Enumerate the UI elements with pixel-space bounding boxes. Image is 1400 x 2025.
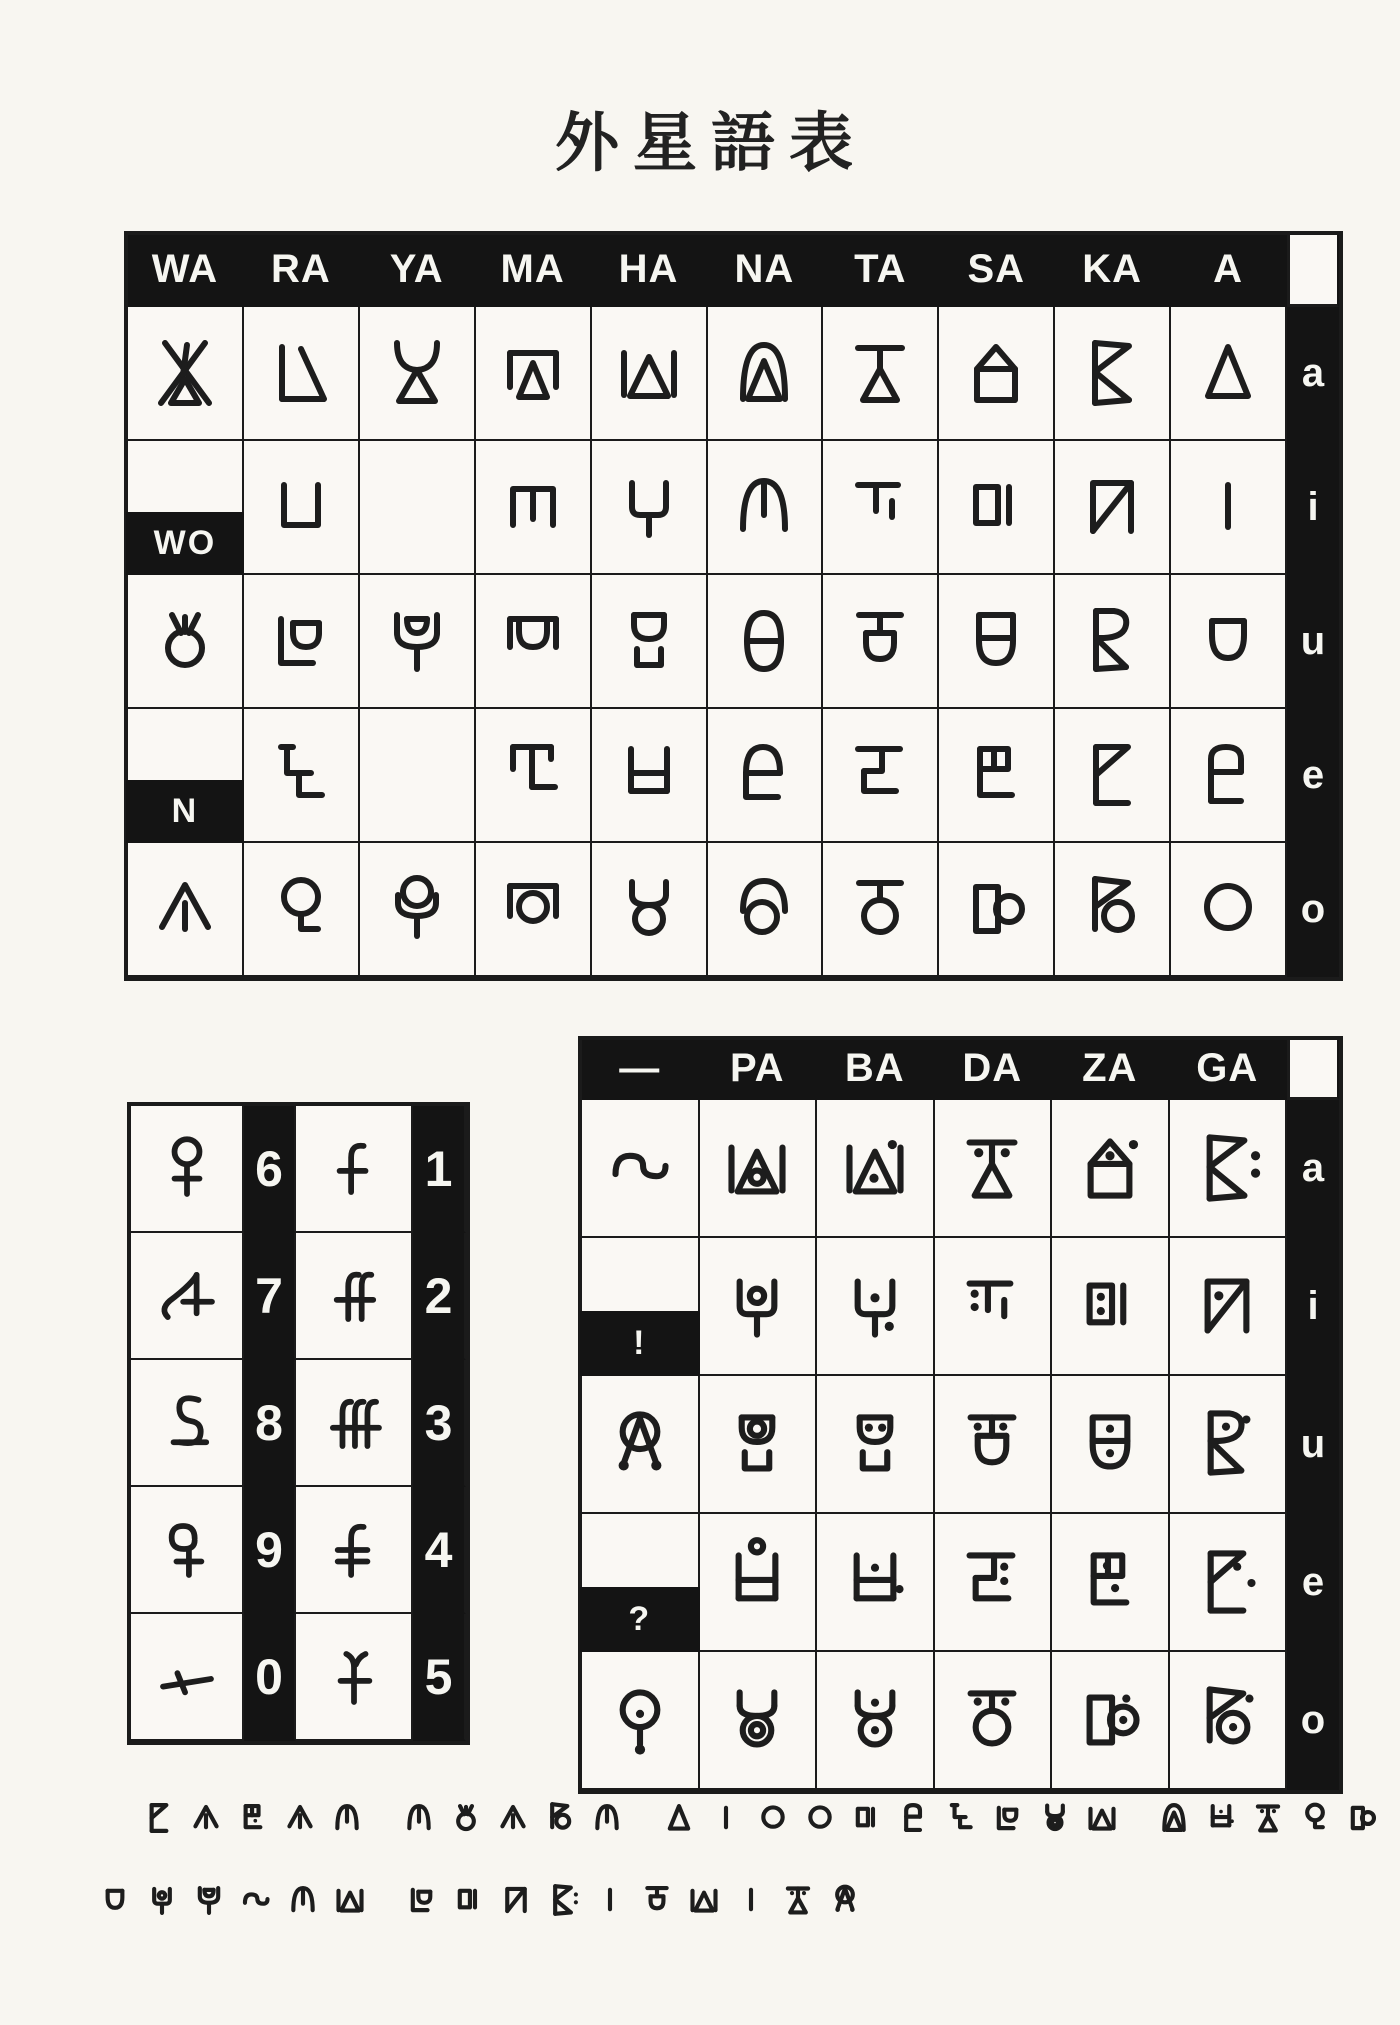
glyph-n6	[139, 1115, 235, 1223]
syllable-cell	[1170, 1514, 1288, 1652]
syllable-cell	[1171, 843, 1287, 977]
glyph-za-o	[1059, 1661, 1161, 1779]
vowel-row-label-o: o	[1287, 1652, 1339, 1790]
numeral-glyph-cell	[131, 1233, 244, 1360]
syllable-cell	[360, 843, 476, 977]
syllable-cell	[1052, 1100, 1170, 1238]
glyph-sa-o	[946, 851, 1046, 967]
numeral-glyph-cell	[131, 1487, 244, 1614]
glyph-ba-o	[824, 1661, 926, 1779]
numeral-digit-2: 2	[413, 1233, 466, 1360]
syllable-cell	[128, 441, 244, 575]
glyph-ra-e	[938, 1786, 984, 1850]
syllable-cell	[128, 709, 244, 843]
vowel-row-label-u: u	[1287, 1376, 1339, 1514]
syllable-cell	[582, 1652, 700, 1790]
syllable-cell	[939, 307, 1055, 441]
glyph-ya-u	[367, 583, 467, 699]
glyph-ha-e	[599, 717, 699, 833]
glyph-a-i	[728, 1868, 774, 1932]
glyph-pa-u	[706, 1385, 808, 1503]
glyph-ya-u	[186, 1868, 232, 1932]
glyph-da-u	[941, 1385, 1043, 1503]
glyph-wo	[135, 583, 235, 699]
glyph-sa-o	[1339, 1786, 1385, 1850]
sample-text-line-1	[136, 1786, 1400, 1850]
syllable-cell	[128, 307, 244, 441]
syllable-cell	[1170, 1376, 1288, 1514]
glyph-ka-a	[1062, 315, 1162, 431]
syllable-cell	[244, 709, 360, 843]
syllable-cell	[1171, 307, 1287, 441]
glyph-za-e	[1059, 1523, 1161, 1641]
glyph-ta-u	[634, 1868, 680, 1932]
glyph-a-e	[1178, 717, 1278, 833]
glyph-ka-e	[1062, 717, 1162, 833]
numeral-digit-4: 4	[413, 1487, 466, 1614]
glyph-ba-a	[824, 1109, 926, 1227]
syllable-cell	[817, 1238, 935, 1376]
syllable-cell	[935, 1514, 1053, 1652]
syllable-cell	[823, 441, 939, 575]
sample-text-line-2	[92, 1868, 868, 1932]
glyph-ya-o	[367, 851, 467, 967]
glyph-n4	[306, 1496, 402, 1604]
column-header-sa: SA	[939, 235, 1055, 307]
syllable-cell	[823, 709, 939, 843]
glyph-long	[589, 1109, 691, 1227]
glyph-a-u	[1178, 583, 1278, 699]
vowel-row-label-a: a	[1287, 307, 1339, 441]
glyph-na-i	[280, 1868, 326, 1932]
glyph-ra-i	[251, 449, 351, 565]
glyph-a-i	[1178, 449, 1278, 565]
syllable-cell	[592, 843, 708, 977]
syllable-cell	[708, 441, 824, 575]
table-corner-cell	[1287, 1040, 1339, 1100]
glyph-za-i	[1059, 1247, 1161, 1365]
sample-word	[136, 1786, 370, 1850]
sample-word	[1151, 1786, 1385, 1850]
syllable-cell	[817, 1376, 935, 1514]
glyph-ka-o	[1062, 851, 1162, 967]
syllable-cell	[1055, 441, 1171, 575]
glyph-ra-e	[251, 717, 351, 833]
glyph-ga-i	[1176, 1247, 1278, 1365]
syllable-cell	[1170, 1238, 1288, 1376]
glyph-ta-e	[830, 717, 930, 833]
numeral-digit-8: 8	[244, 1360, 296, 1487]
glyph-ha-a	[1079, 1786, 1125, 1850]
glyph-ga-a	[540, 1868, 586, 1932]
glyph-ba-i	[824, 1247, 926, 1365]
vowel-row-label-a: a	[1287, 1100, 1339, 1238]
glyph-ha-i	[599, 449, 699, 565]
syllable-cell	[939, 575, 1055, 709]
column-header-ga: GA	[1170, 1040, 1288, 1100]
numeral-glyph-cell	[296, 1106, 413, 1233]
syllable-cell	[1170, 1100, 1288, 1238]
syllable-cell	[582, 1100, 700, 1238]
syllable-cell	[476, 709, 592, 843]
glyph-a-o	[797, 1786, 843, 1850]
syllable-cell	[582, 1514, 700, 1652]
syllable-cell	[128, 843, 244, 977]
glyph-da-a	[941, 1109, 1043, 1227]
syllable-cell	[700, 1376, 818, 1514]
glyph-ka-o	[537, 1786, 583, 1850]
glyph-ma-o	[483, 851, 583, 967]
syllable-cell	[244, 441, 360, 575]
syllable-cell	[244, 843, 360, 977]
glyph-ga-o	[1176, 1661, 1278, 1779]
vowel-row-label-e: e	[1287, 709, 1339, 843]
glyph-n1	[306, 1115, 402, 1223]
glyph-n	[135, 851, 235, 967]
numeral-glyph-cell	[296, 1360, 413, 1487]
syllable-cell	[817, 1514, 935, 1652]
glyph-a-e	[891, 1786, 937, 1850]
numeral-glyph-cell	[296, 1487, 413, 1614]
column-header-ha: HA	[592, 235, 708, 307]
glyph-ra-u	[251, 583, 351, 699]
glyph-a-o	[750, 1786, 796, 1850]
inline-label-excl: !	[580, 1311, 700, 1376]
glyph-da-i	[941, 1247, 1043, 1365]
glyph-ta-o	[830, 851, 930, 967]
glyph-n	[183, 1786, 229, 1850]
syllable-cell	[1052, 1514, 1170, 1652]
glyph-na-o	[714, 851, 814, 967]
glyph-ha-u	[599, 583, 699, 699]
glyph-ka-u	[1062, 583, 1162, 699]
column-header-za: ZA	[1052, 1040, 1170, 1100]
syllable-cell	[700, 1652, 818, 1790]
column-header-ra: RA	[244, 235, 360, 307]
sample-word	[656, 1786, 1125, 1850]
glyph-ka-e	[136, 1786, 182, 1850]
glyph-a-u	[92, 1868, 138, 1932]
syllable-cell	[935, 1100, 1053, 1238]
vowel-row-label-o: o	[1287, 843, 1339, 977]
syllable-cell	[935, 1652, 1053, 1790]
syllable-cell	[128, 575, 244, 709]
numeral-digit-0: 0	[244, 1614, 296, 1741]
glyph-ha-a	[599, 315, 699, 431]
glyph-ba-u	[824, 1385, 926, 1503]
alien-table-1	[124, 231, 1343, 981]
inline-label-q: ?	[580, 1587, 700, 1652]
glyph-sa-i	[946, 449, 1046, 565]
syllable-cell	[700, 1238, 818, 1376]
glyph-n	[277, 1786, 323, 1850]
numeral-glyph-cell	[131, 1614, 244, 1741]
glyph-q	[589, 1661, 691, 1779]
glyph-sa-i	[844, 1786, 890, 1850]
glyph-na-u	[714, 583, 814, 699]
glyph-ma-u	[483, 583, 583, 699]
syllable-cell	[476, 575, 592, 709]
syllable-cell	[1052, 1238, 1170, 1376]
column-header-da: DA	[935, 1040, 1053, 1100]
inline-label-n: N	[126, 780, 244, 843]
syllable-cell	[244, 307, 360, 441]
glyph-ya-a	[367, 315, 467, 431]
glyph-ka-i	[1062, 449, 1162, 565]
vowel-row-label-u: u	[1287, 575, 1339, 709]
syllable-cell	[1052, 1376, 1170, 1514]
syllable-cell	[700, 1514, 818, 1652]
syllable-cell	[582, 1376, 700, 1514]
syllable-cell	[708, 575, 824, 709]
glyph-long	[233, 1868, 279, 1932]
numeral-digit-6: 6	[244, 1106, 296, 1233]
glyph-ba-e	[824, 1523, 926, 1641]
column-header-a: A	[1171, 235, 1287, 307]
column-header-pa: PA	[700, 1040, 818, 1100]
glyph-a-o	[1178, 851, 1278, 967]
alien-table-2	[578, 1036, 1343, 1794]
sample-word	[92, 1868, 373, 1932]
numeral-digit-5: 5	[413, 1614, 466, 1741]
glyph-da-a	[775, 1868, 821, 1932]
vowel-row-label-e: e	[1287, 1514, 1339, 1652]
glyph-a-i	[587, 1868, 633, 1932]
syllable-cell	[708, 307, 824, 441]
glyph-ma-a	[483, 315, 583, 431]
glyph-n0	[139, 1623, 235, 1731]
glyph-n2	[306, 1242, 402, 1350]
syllable-cell	[700, 1100, 818, 1238]
glyph-sa-a	[946, 315, 1046, 431]
syllable-cell	[582, 1238, 700, 1376]
glyph-ba-e	[1198, 1786, 1244, 1850]
glyph-ga-e	[1176, 1523, 1278, 1641]
syllable-cell	[935, 1376, 1053, 1514]
syllable-cell	[708, 709, 824, 843]
glyph-n3	[306, 1369, 402, 1477]
column-header-na: NA	[708, 235, 824, 307]
numeral-digit-9: 9	[244, 1487, 296, 1614]
syllable-cell	[939, 441, 1055, 575]
glyph-pa-e	[706, 1523, 808, 1641]
syllable-cell	[360, 441, 476, 575]
sample-word	[399, 1868, 868, 1932]
glyph-na-i	[396, 1786, 442, 1850]
syllable-cell	[1055, 843, 1171, 977]
glyph-ha-a	[681, 1868, 727, 1932]
glyph-na-a	[714, 315, 814, 431]
page-title: 外星語表	[555, 106, 867, 181]
numeral-glyph-cell	[131, 1360, 244, 1487]
glyph-na-e	[714, 717, 814, 833]
syllable-cell	[592, 441, 708, 575]
sample-word	[396, 1786, 630, 1850]
glyph-za-a	[1059, 1109, 1161, 1227]
syllable-cell	[823, 307, 939, 441]
syllable-cell	[1055, 709, 1171, 843]
syllable-cell	[823, 575, 939, 709]
glyph-sa-i	[446, 1868, 492, 1932]
glyph-a-a	[1178, 315, 1278, 431]
glyph-ta-i	[830, 449, 930, 565]
column-header-ma: MA	[476, 235, 592, 307]
syllable-cell	[476, 307, 592, 441]
inline-label-wo: WO	[126, 512, 244, 575]
syllable-cell	[592, 307, 708, 441]
syllable-cell	[817, 1652, 935, 1790]
glyph-excl	[822, 1868, 868, 1932]
syllable-cell	[1171, 575, 1287, 709]
glyph-ra-a	[251, 315, 351, 431]
glyph-da-e	[941, 1523, 1043, 1641]
glyph-da-a	[1245, 1786, 1291, 1850]
table-corner-cell	[1287, 235, 1339, 307]
glyph-sa-u	[946, 583, 1046, 699]
column-header-ka: KA	[1055, 235, 1171, 307]
syllable-cell	[935, 1238, 1053, 1376]
glyph-ra-o	[251, 851, 351, 967]
glyph-na-i	[714, 449, 814, 565]
column-header-ta: TA	[823, 235, 939, 307]
glyph-ra-o	[1292, 1786, 1338, 1850]
syllable-cell	[592, 575, 708, 709]
numeral-digit-3: 3	[413, 1360, 466, 1487]
syllable-cell	[244, 575, 360, 709]
numeral-digit-1: 1	[413, 1106, 466, 1233]
syllable-cell	[360, 575, 476, 709]
glyph-ta-a	[830, 315, 930, 431]
glyph-ta-u	[830, 583, 930, 699]
glyph-a-a	[656, 1786, 702, 1850]
numerals-table	[127, 1102, 470, 1745]
syllable-cell	[1170, 1652, 1288, 1790]
column-header-—: —	[582, 1040, 700, 1100]
glyph-na-a	[1151, 1786, 1197, 1850]
glyph-n	[490, 1786, 536, 1850]
glyph-pa-i	[706, 1247, 808, 1365]
column-header-wa: WA	[128, 235, 244, 307]
syllable-cell	[476, 843, 592, 977]
syllable-cell	[1055, 575, 1171, 709]
glyph-sa-e	[946, 717, 1046, 833]
glyph-n5	[306, 1623, 402, 1731]
glyph-n7	[139, 1242, 235, 1350]
column-header-ba: BA	[817, 1040, 935, 1100]
glyph-ga-u	[1176, 1385, 1278, 1503]
glyph-ma-e	[483, 717, 583, 833]
glyph-n9	[139, 1496, 235, 1604]
numeral-glyph-cell	[296, 1233, 413, 1360]
glyph-pa-o	[706, 1661, 808, 1779]
glyph-excl	[589, 1385, 691, 1503]
syllable-cell	[1055, 307, 1171, 441]
glyph-pa-i	[139, 1868, 185, 1932]
syllable-cell	[939, 709, 1055, 843]
glyph-pa-o	[1032, 1786, 1078, 1850]
glyph-ra-u	[985, 1786, 1031, 1850]
glyph-n8	[139, 1369, 235, 1477]
glyph-ka-i	[493, 1868, 539, 1932]
glyph-wa	[135, 315, 235, 431]
numeral-glyph-cell	[131, 1106, 244, 1233]
syllable-cell	[823, 843, 939, 977]
glyph-a-i	[703, 1786, 749, 1850]
syllable-cell	[817, 1100, 935, 1238]
syllable-cell	[1171, 441, 1287, 575]
glyph-wo	[443, 1786, 489, 1850]
syllable-cell	[592, 709, 708, 843]
syllable-cell	[939, 843, 1055, 977]
glyph-ma-i	[483, 449, 583, 565]
glyph-na-i	[324, 1786, 370, 1850]
syllable-cell	[360, 709, 476, 843]
numeral-digit-7: 7	[244, 1233, 296, 1360]
glyph-ha-o	[599, 851, 699, 967]
glyph-pa-a	[706, 1109, 808, 1227]
syllable-cell	[360, 307, 476, 441]
syllable-cell	[1171, 709, 1287, 843]
glyph-za-e	[230, 1786, 276, 1850]
column-header-ya: YA	[360, 235, 476, 307]
glyph-ga-a	[1176, 1109, 1278, 1227]
syllable-cell	[1052, 1652, 1170, 1790]
syllable-cell	[708, 843, 824, 977]
glyph-da-o	[941, 1661, 1043, 1779]
syllable-cell	[476, 441, 592, 575]
glyph-ha-a	[327, 1868, 373, 1932]
numeral-glyph-cell	[296, 1614, 413, 1741]
glyph-ra-u	[399, 1868, 445, 1932]
glyph-za-u	[1059, 1385, 1161, 1503]
vowel-row-label-i: i	[1287, 441, 1339, 575]
vowel-row-label-i: i	[1287, 1238, 1339, 1376]
glyph-na-i	[584, 1786, 630, 1850]
